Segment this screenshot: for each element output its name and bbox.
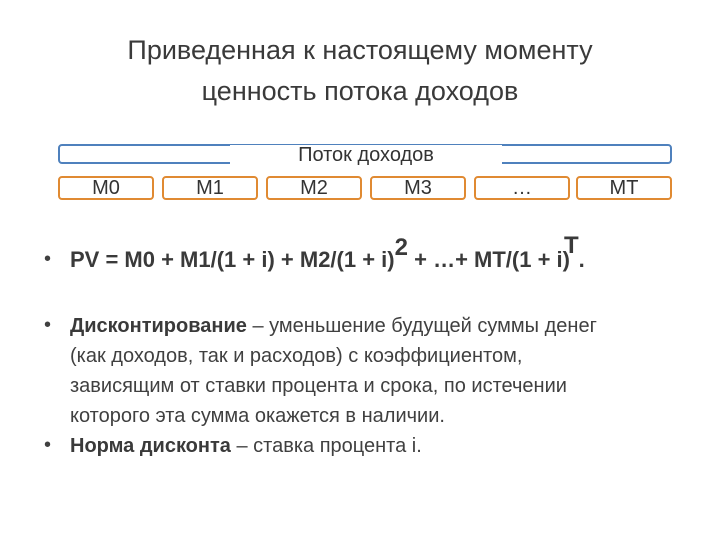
discounting-term: Дисконтирование (70, 315, 247, 337)
slide-title (60, 30, 660, 112)
bullet-marker: • (44, 434, 52, 456)
formula-part-2: + …+ MT/(1 + i) (414, 247, 570, 272)
formula-part-1: PV = M0 + M1/(1 + i) + M2/(1 + i) (70, 247, 395, 272)
discount-rate-line-1: – ставка процента i. (230, 435, 422, 457)
formula-exponent-t: T (563, 232, 579, 259)
bullet-marker: • (44, 248, 52, 270)
stream-cell-m0: M0 (58, 176, 154, 200)
formula-exponent-2: 2 (394, 234, 408, 261)
bullet-marker: • (44, 314, 52, 336)
income-stream-label: Поток доходов (230, 145, 502, 167)
title-line-2: ценность потока доходов (201, 76, 519, 106)
stream-cell-mt: MT (576, 176, 672, 200)
discount-rate-term: Норма дисконта (70, 435, 231, 457)
discount-rate-definition (70, 431, 680, 461)
discounting-line-2: (как доходов, так и расходов) с коэффициентом, (70, 345, 523, 367)
stream-cell-ellipsis: … (474, 176, 570, 200)
stream-cell-m1: M1 (162, 176, 258, 200)
formula-end: . (578, 247, 585, 272)
pv-formula (70, 232, 585, 274)
discounting-definition (70, 311, 680, 431)
discounting-line-1: – уменьшение будущей суммы денег (246, 315, 597, 337)
stream-cell-m2: M2 (266, 176, 362, 200)
discounting-line-3: зависящим от ставки процента и срока, по истечении (70, 375, 567, 397)
title-line-1: Приведенная к настоящему моменту (127, 35, 593, 65)
stream-cell-m3: M3 (370, 176, 466, 200)
discounting-line-4: которого эта сумма окажется в наличии. (70, 405, 445, 427)
